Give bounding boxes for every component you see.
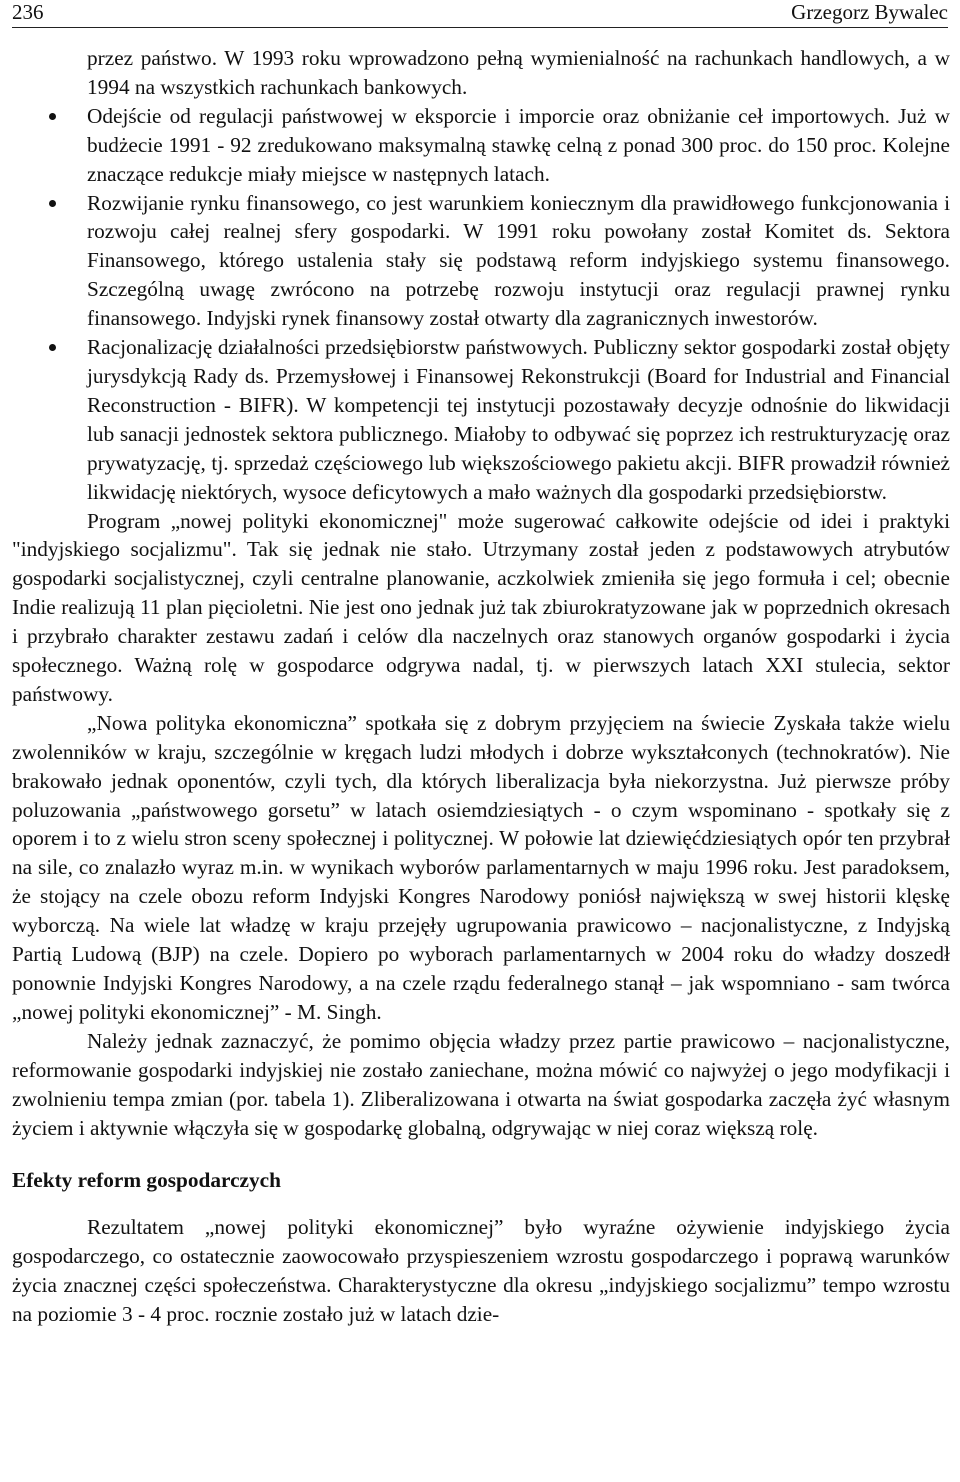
page-number: 236 [12,0,44,24]
bullet-dot-icon [49,113,56,120]
bullet-text: Rozwijanie rynku finansowego, co jest warunkiem koniecznym dla prawidłowego funkcjonowania i rozwoju całej realnej sfery gospodarki. W 1991 roku powołany został Komitet ds. Sektora Finansowego, którego ustalenia stały się podstawą reform indyjskiego systemu finansowego. Szczególną uwagę zwrócono na potrzebę rozwoju instytucji oraz regulacji prawnej rynku finansowego. Indyjski rynek finansowy został otwarty dla zagranicznych inwestorów. [87,190,950,331]
reform-bullet-list [12,102,950,507]
bullet-item [12,333,950,506]
bullet-dot-icon [49,344,56,351]
paragraph: Należy jednak zaznaczyć, że pomimo objęcia władzy przez partie prawicowo – nacjonalistyczne, reformowanie gospodarki indyjskiej nie zostało zaniechane, można mówić co najwyżej o jego modyfikacji i zwolnieniu tempa zmian (por. tabela 1). Zliberalizowana i otwarta na świat gospodarka zaczęła żyć własnym życiem i aktywnie włączyła się w gospodarkę globalną, odgrywając w niej coraz większą rolę. [12,1028,950,1140]
bullet-item [12,189,950,334]
section-heading: Efekty reform gospodarczych [12,1168,281,1193]
paragraph: Rezultatem „nowej polityki ekonomicznej” było wyraźne ożywienie indyjskiego życia gospodarczego, co ostatecznie zaowocowało przyspieszeniem wzrostu gospodarczego i poprawą warunków życia znacznej części społeczeństwa. Charakterystyczne dla okresu „indyjskiego socjalizmu” tempo wzrostu na poziomie 3 - 4 proc. rocznie zostało już w latach dzie- [12,1215,950,1327]
bullet-dot-icon [49,200,56,207]
bullet-item [12,102,950,189]
bullet-text: Racjonalizację działalności przedsiębiorstw państwowych. Publiczny sektor gospodarki został objęty jurysdykcją Rady ds. Przemysłowej i Finansowej Rekonstrukcji (Board for Industrial and Financial Reconstruction - BIFR). W kompetencji tej instytucji pozostawały decyzje odnośnie do likwidacji lub sanacji jednostek sektora publicznego. Miałoby to odbywać się poprzez ich restrukturyzację oraz prywatyzację, tj. sprzedaż częściowego lub większościowego pakietu akcji. BIFR prowadził również likwidację niektórych, wysoce deficytowych a mało ważnych dla gospodarki przedsiębiorstw. [87,335,950,504]
intro-continuation: przez państwo. W 1993 roku wprowadzono pełną wymienialność na rachunkach handlowych, a w 1994 na wszystkich rachunkach bankowych. [87,46,950,99]
running-header-author: Grzegorz Bywalec [791,0,948,24]
bullet-text: Odejście od regulacji państwowej w eksporcie i imporcie oraz obniżanie ceł importowych. Już w budżecie 1991 - 92 zredukowano maksymalną stawkę celną z ponad 300 proc. do 150 proc. Kolejne znaczące redukcje miały miejsce w następnych latach. [87,103,950,186]
running-header [12,0,948,28]
body-text [12,44,950,1329]
paragraph: Program „nowej polityki ekonomicznej" może sugerować całkowite odejście od idei i praktyki "indyjskiego socjalizmu". Tak się jednak nie stało. Utrzymany został jeden z podstawowych atrybutów gospodarki socjalistycznej, czyli centralne planowanie, aczkolwiek zmieniła się jego formuła i cel; obecnie Indie realizują 11 plan pięcioletni. Nie jest ono jednak już tak zbiurokratyzowane jak w poprzednich okresach i przybrało charakter zestawu zadań i celów dla naczelnych oraz stanowych organów gospodarki i życia społecznego. Ważną rolę w gospodarce odgrywa nadal, tj. w pierwszych latach XXI stulecia, sektor państwowy. [12,508,950,706]
paragraph: „Nowa polityka ekonomiczna” spotkała się z dobrym przyjęciem na świecie Zyskała także wielu zwolenników w kraju, szczególnie w kręgach ludzi młodych i dobrze wykształconych (technokratów). Nie brakowało jednak oponentów, czyli tych, dla których liberalizacja była niekorzystna. Już pierwsze próby poluzowania „państwowego gorsetu” w latach osiemdziesiątych - o czym wspominano - spotkały się z oporem i to z wielu stron sceny społecznej i politycznej. W połowie lat dziewięćdziesiątych opór ten przybrał na sile, co znalazło wyraz m.in. w wynikach wyborów parlamentarnych w maju 1996 roku. Jest paradoksem, że stojący na czele obozu reform Indyjski Kongres Narodowy poniósł największą w swej historii klęskę wyborczą. Na wiele lat władzę w kraju przejęły ugrupowania prawicowo – nacjonalistyczne, z Indyjską Partią Ludową (BJP) na czele. Dopiero po wyborach parlamentarnych w 2004 roku do władzy doszedł ponownie Indyjski Kongres Narodowy, a na czele rządu federalnego stanął – jak wspomniano - sam twórca „nowej polityki ekonomicznej” - M. Singh. [12,710,950,1024]
